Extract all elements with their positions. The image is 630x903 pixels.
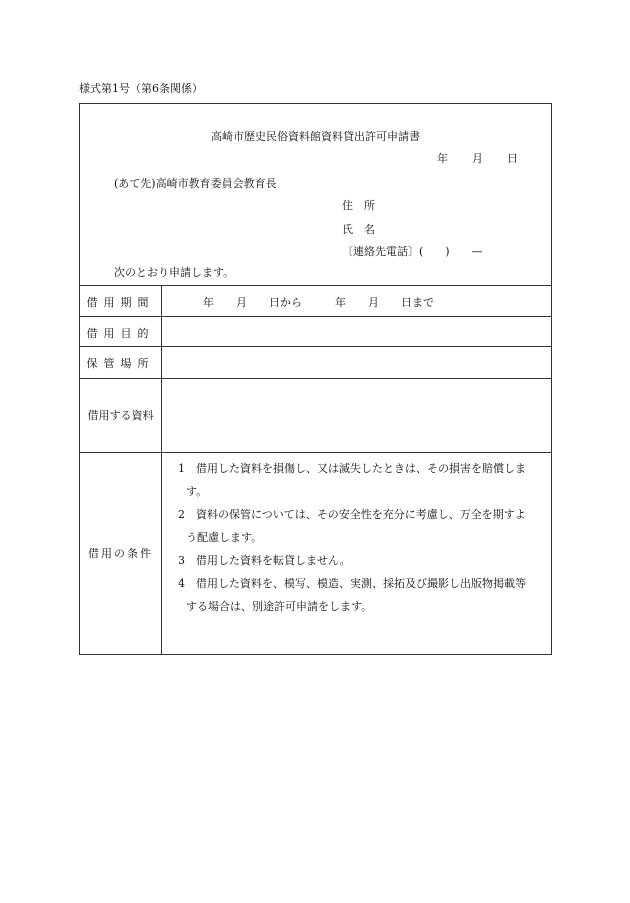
date-day[interactable]: 日 <box>507 152 518 165</box>
materials-field[interactable] <box>162 378 551 452</box>
period-label: 借用期間 <box>86 296 155 309</box>
condition-item: 3 借用した資料を転貸しません。 <box>178 554 351 567</box>
date-month[interactable]: 月 <box>472 152 483 165</box>
condition-item: 2 資料の保管については、その安全性を充分に考慮し、万全を期すよう配慮します。 <box>178 508 526 544</box>
storage-field[interactable] <box>162 346 551 378</box>
form-title: 高崎市歴史民俗資料館資料貸出許可申請書 <box>211 130 420 143</box>
divider <box>80 452 551 453</box>
applicant-address-label: 住 所 <box>342 199 375 212</box>
conditions-label: 借用の条件 <box>88 547 153 560</box>
condition-item: 1 借用した資料を損傷し、又は滅失したときは、その損害を賠償します。 <box>178 462 526 498</box>
period-field[interactable]: 年 月 日から 年 月 日まで <box>203 296 434 309</box>
divider <box>80 285 551 286</box>
application-form <box>79 103 552 655</box>
purpose-label: 借用目的 <box>86 327 155 340</box>
intro-text: 次のとおり申請します。 <box>114 266 235 279</box>
materials-label: 借用する資料 <box>87 409 154 422</box>
storage-label: 保管場所 <box>86 357 155 370</box>
applicant-name-label: 氏 名 <box>342 223 375 236</box>
condition-item: 4 借用した資料を、模写、模造、実測、採拓及び撮影し出版物掲載等する場合は、別途許可申請をします。 <box>178 577 526 613</box>
purpose-field[interactable] <box>162 316 551 346</box>
date-year[interactable]: 年 <box>437 152 448 165</box>
conditions-list <box>178 457 531 618</box>
form-reference: 様式第1号（第6条関係） <box>79 82 203 95</box>
addressee: (あて先)高崎市教育委員会教育長 <box>114 177 277 190</box>
applicant-phone-label: 〔連絡先電話〕( ) — <box>342 245 483 258</box>
